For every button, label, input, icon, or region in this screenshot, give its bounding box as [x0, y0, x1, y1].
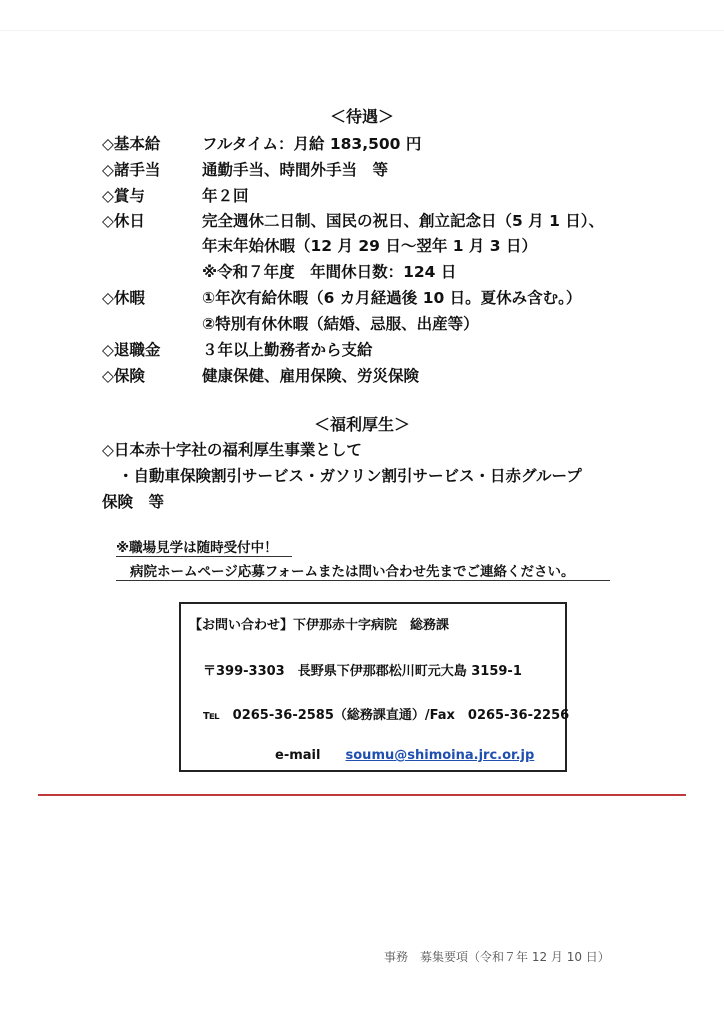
welfare-line: ◇日本赤十字社の福利厚生事業として [102, 441, 362, 459]
row-label: ◇基本給 [102, 135, 161, 153]
welfare-line: ・自動車保険割引サービス・ガソリン割引サービス・日赤グループ [118, 467, 582, 485]
footer-text: 事務 募集要項（令和７年 12 月 10 日） [384, 950, 610, 964]
row-label: ◇保険 [102, 367, 145, 385]
notice-underline [116, 580, 610, 581]
row-value: ②特別有休休暇（結婚、忌服、出産等） [202, 315, 479, 333]
contact-phone: ℡ 0265-36-2585（総務課直通）/Fax 0265-36-2256 [203, 708, 570, 723]
treatment-title: ＜待遇＞ [329, 107, 394, 126]
email-link[interactable]: soumu@shimoina.jrc.or.jp [345, 748, 535, 763]
red-divider [38, 794, 686, 796]
notice-line: 病院ホームページ応募フォームまたは問い合わせ先までご連絡ください。 [130, 564, 575, 580]
row-value: 完全週休二日制、国民の祝日、創立記念日（5 月 1 日）、 [202, 212, 605, 230]
contact-email-row [275, 748, 534, 763]
row-value: 年末年始休暇（12 月 29 日～翌年 1 月 3 日） [202, 237, 537, 255]
email-label: e-mail [275, 748, 321, 763]
row-value: ①年次有給休暇（6 カ月経過後 10 日。夏休み含む。） [202, 289, 582, 307]
notice-underline [116, 556, 292, 557]
row-value: フルタイム：月給 183,500 円 [202, 135, 422, 153]
row-label: ◇退職金 [102, 341, 161, 359]
top-rule [0, 30, 724, 31]
contact-header: 【お問い合わせ】下伊那赤十字病院 総務課 [189, 618, 450, 633]
contact-box [179, 602, 570, 772]
welfare-title: ＜福利厚生＞ [313, 415, 410, 434]
welfare-line: 保険 等 [102, 493, 165, 511]
row-value: 健康保健、雇用保険、労災保険 [202, 367, 420, 385]
row-label: ◇休日 [102, 212, 145, 230]
row-value: ※令和７年度 年間休日数：124 日 [202, 263, 457, 281]
notice-line: ※職場見学は随時受付中！ [116, 540, 278, 556]
row-value: 年２回 [202, 187, 249, 205]
row-label: ◇休暇 [102, 289, 145, 307]
contact-address: 〒399-3303 長野県下伊那郡松川町元大島 3159-1 [203, 664, 522, 679]
row-label: ◇賞与 [102, 187, 145, 205]
row-value: 通勤手当、時間外手当 等 [202, 161, 389, 179]
row-label: ◇諸手当 [102, 161, 161, 179]
row-value: ３年以上勤務者から支給 [202, 341, 373, 359]
